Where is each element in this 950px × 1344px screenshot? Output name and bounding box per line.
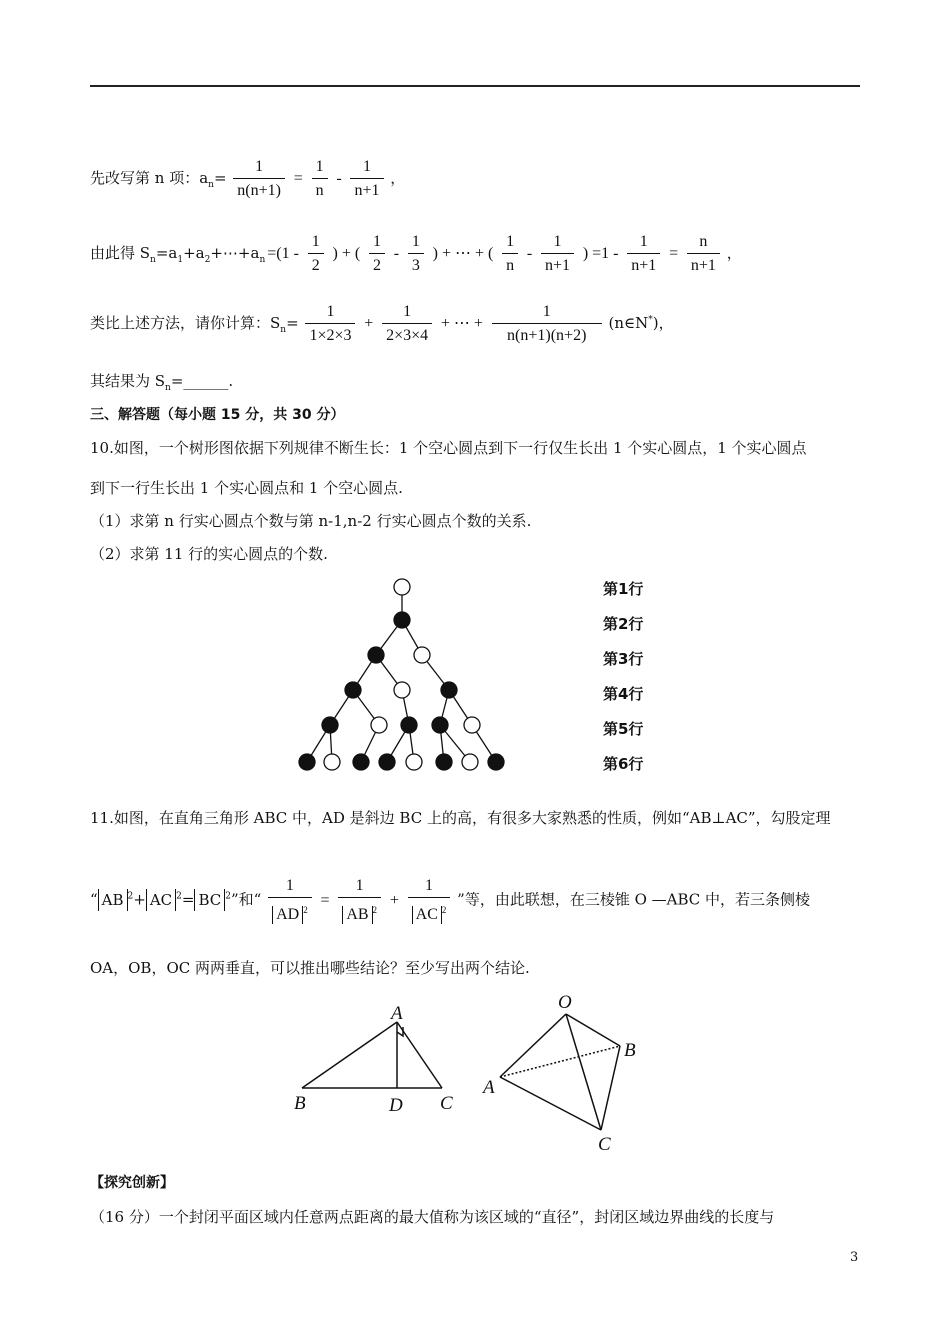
- q11-line3: OA，OB，OC 两两垂直，可以推出哪些结论？至少写出两个结论.: [90, 959, 530, 977]
- numerator: 1: [492, 303, 602, 324]
- fraction: [233, 158, 285, 200]
- abs-ad: AD: [272, 906, 303, 924]
- denominator: n+1: [354, 182, 380, 199]
- q11-line1: 11.如图，在直角三角形 ABC 中，AD 是斜边 BC 上的高，有很多大家熟悉的性质，例如“AB⊥AC”，勾股定理: [90, 809, 831, 827]
- superscript: 2: [127, 891, 134, 902]
- hollow-dot: [462, 754, 478, 770]
- solid-dot: [432, 717, 448, 733]
- text: 类比上述方法，请你计算：S: [90, 314, 281, 332]
- text: ”等，由此联想，在三棱锥 O —ABC 中，若三条侧棱: [457, 890, 811, 909]
- fraction: [350, 158, 383, 200]
- denominator: 2×3×4: [386, 327, 429, 344]
- fraction: [382, 303, 432, 345]
- text: 由此得 S: [90, 244, 151, 262]
- hollow-dot: [414, 647, 430, 663]
- numerator: 1: [627, 233, 660, 254]
- denominator: [338, 898, 381, 924]
- abs-ab: AB: [342, 906, 372, 924]
- solid-dot: [322, 717, 338, 733]
- superscript: 2: [372, 905, 378, 915]
- superscript: 2: [225, 891, 231, 902]
- solid-dot: [401, 717, 417, 733]
- q10-line2: 到下一行生长出 1 个实心圆点和 1 个空心圆点.: [90, 479, 403, 497]
- denominator: n: [506, 257, 515, 274]
- text: +: [364, 315, 374, 332]
- superscript: 2: [441, 905, 447, 915]
- solid-dot: [353, 754, 369, 770]
- row-label-6: 第6行: [603, 755, 644, 773]
- denominator: n+1: [631, 257, 657, 274]
- denominator: n+1: [690, 257, 716, 274]
- text: +⋯+a: [210, 244, 260, 262]
- solid-dot: [379, 754, 395, 770]
- text: =(1 -: [267, 245, 299, 262]
- fraction: [687, 233, 720, 275]
- numerator: 1: [408, 877, 451, 898]
- q10-part1: （1）求第 n 行实心圆点个数与第 n-1,n-2 行实心圆点个数的关系.: [90, 512, 532, 530]
- text: 先改写第 n 项：a: [90, 169, 209, 187]
- subscript: n: [150, 255, 156, 265]
- label-b: B: [624, 1040, 636, 1061]
- numerator: 1: [502, 233, 518, 254]
- numerator: 1: [350, 158, 383, 179]
- text: ) + ⋯ + (: [432, 245, 494, 262]
- label-d: D: [389, 1095, 403, 1116]
- numerator: 1: [382, 303, 432, 324]
- row-label-4: 第4行: [603, 685, 644, 703]
- page-number: 3: [850, 1250, 859, 1265]
- text: ) =1 -: [582, 245, 619, 262]
- text: =: [181, 890, 195, 909]
- text: 其结果为 S: [90, 372, 166, 390]
- label-a: A: [391, 1003, 403, 1024]
- hollow-dot: [324, 754, 340, 770]
- row-label-3: 第3行: [603, 650, 644, 668]
- abs-ac: AC: [412, 906, 442, 924]
- text: -: [526, 245, 533, 262]
- denominator: 2: [372, 257, 381, 274]
- solid-dot: [368, 647, 384, 663]
- header-rule: [90, 85, 860, 87]
- denominator: [408, 898, 451, 924]
- right-triangle-figure: [290, 995, 465, 1120]
- denominator: n(n+1): [237, 182, 281, 199]
- explore-line1: （16 分）一个封闭平面区域内任意两点距离的最大值称为该区域的“直径”，封闭区域边界曲线的长度与: [90, 1208, 775, 1226]
- numerator: 1: [338, 877, 381, 898]
- fraction: [268, 877, 312, 924]
- numerator: 1: [408, 233, 424, 254]
- denominator: 1×2×3: [309, 327, 352, 344]
- text: =: [669, 245, 679, 262]
- subscript: 1: [177, 255, 184, 265]
- denominator: [268, 898, 312, 924]
- q10-line1: 10.如图，一个树形图依据下列规律不断生长：1 个空心圆点到下一行仅生长出 1 个实心圆点，1 个实心圆点: [90, 439, 807, 457]
- abs-bc: BC: [194, 889, 225, 911]
- solid-dot: [394, 612, 410, 628]
- text: (n∈N: [608, 314, 649, 332]
- fraction: [502, 233, 518, 275]
- abs-ac: AC: [146, 889, 176, 911]
- text: +: [389, 891, 399, 909]
- label-o: O: [558, 992, 572, 1013]
- row-label-5: 第5行: [603, 720, 644, 738]
- label-c: C: [440, 1093, 453, 1114]
- text: =______.: [170, 372, 234, 390]
- fraction: [627, 233, 660, 275]
- numerator: 1: [305, 303, 355, 324]
- text: =: [320, 891, 330, 909]
- q11-line2: [90, 877, 810, 924]
- explore-heading: 【探究创新】: [90, 1175, 174, 1191]
- solid-dot: [436, 754, 452, 770]
- text: “: [90, 890, 98, 909]
- text: ，: [726, 244, 742, 262]
- subscript: 2: [204, 255, 211, 265]
- subscript: n: [280, 325, 287, 335]
- text: -: [393, 245, 400, 262]
- para-analogy-sum: [90, 303, 674, 345]
- text: +: [133, 890, 146, 909]
- para-rewrite-term: [90, 158, 405, 200]
- fraction: [369, 233, 385, 275]
- subscript: n: [259, 255, 266, 265]
- superscript: *: [648, 315, 653, 325]
- tetrahedron-figure: [478, 990, 648, 1160]
- text: =: [286, 314, 299, 332]
- numerator: 1: [233, 158, 285, 179]
- tree-diagram: [290, 570, 540, 780]
- para-result-blank: [90, 370, 233, 399]
- subscript: n: [165, 383, 171, 393]
- text: =a: [155, 244, 178, 262]
- numerator: 1: [541, 233, 574, 254]
- text: =: [293, 170, 303, 187]
- hollow-dot: [371, 717, 387, 733]
- section-heading: 三、解答题（每小题 15 分，共 30 分）: [90, 407, 345, 423]
- superscript: 2: [303, 905, 308, 915]
- denominator: n+1: [545, 257, 571, 274]
- hollow-dot: [394, 579, 410, 595]
- label-c: C: [598, 1134, 611, 1155]
- fraction: [541, 233, 574, 275]
- denominator: 2: [311, 257, 320, 274]
- label-b: B: [294, 1093, 306, 1114]
- solid-dot: [488, 754, 504, 770]
- denominator: n(n+1)(n+2): [507, 327, 587, 344]
- text: ) + (: [332, 245, 361, 262]
- hollow-dot: [406, 754, 422, 770]
- numerator: 1: [268, 877, 312, 898]
- denominator: 3: [411, 257, 420, 274]
- hollow-dot: [464, 717, 480, 733]
- abs-ab: AB: [98, 889, 128, 911]
- superscript: 2: [176, 891, 182, 902]
- row-label-2: 第2行: [603, 615, 644, 633]
- q10-part2: （2）求第 11 行的实心圆点的个数.: [90, 545, 328, 563]
- numerator: n: [687, 233, 720, 254]
- denominator: n: [315, 182, 324, 199]
- text: + ⋯ +: [440, 315, 483, 332]
- fraction: [408, 233, 424, 275]
- text: )，: [652, 314, 674, 332]
- solid-dot: [299, 754, 315, 770]
- text: +a: [183, 244, 205, 262]
- solid-dot: [441, 682, 457, 698]
- fraction: [312, 158, 328, 200]
- text: ，: [390, 169, 406, 187]
- subscript: n: [208, 180, 214, 190]
- fraction: [308, 233, 324, 275]
- fraction: [305, 303, 355, 345]
- row-label-1: 第1行: [603, 580, 644, 598]
- fraction: [492, 303, 602, 345]
- numerator: 1: [308, 233, 324, 254]
- numerator: 1: [312, 158, 328, 179]
- label-a: A: [483, 1077, 495, 1098]
- fraction: [338, 877, 381, 924]
- numerator: 1: [369, 233, 385, 254]
- hollow-dot: [394, 682, 410, 698]
- text: ”和“: [230, 890, 262, 909]
- fraction: [408, 877, 451, 924]
- text: -: [336, 170, 342, 187]
- para-telescoping-sum: [90, 233, 742, 275]
- text: =: [213, 169, 227, 187]
- solid-dot: [345, 682, 361, 698]
